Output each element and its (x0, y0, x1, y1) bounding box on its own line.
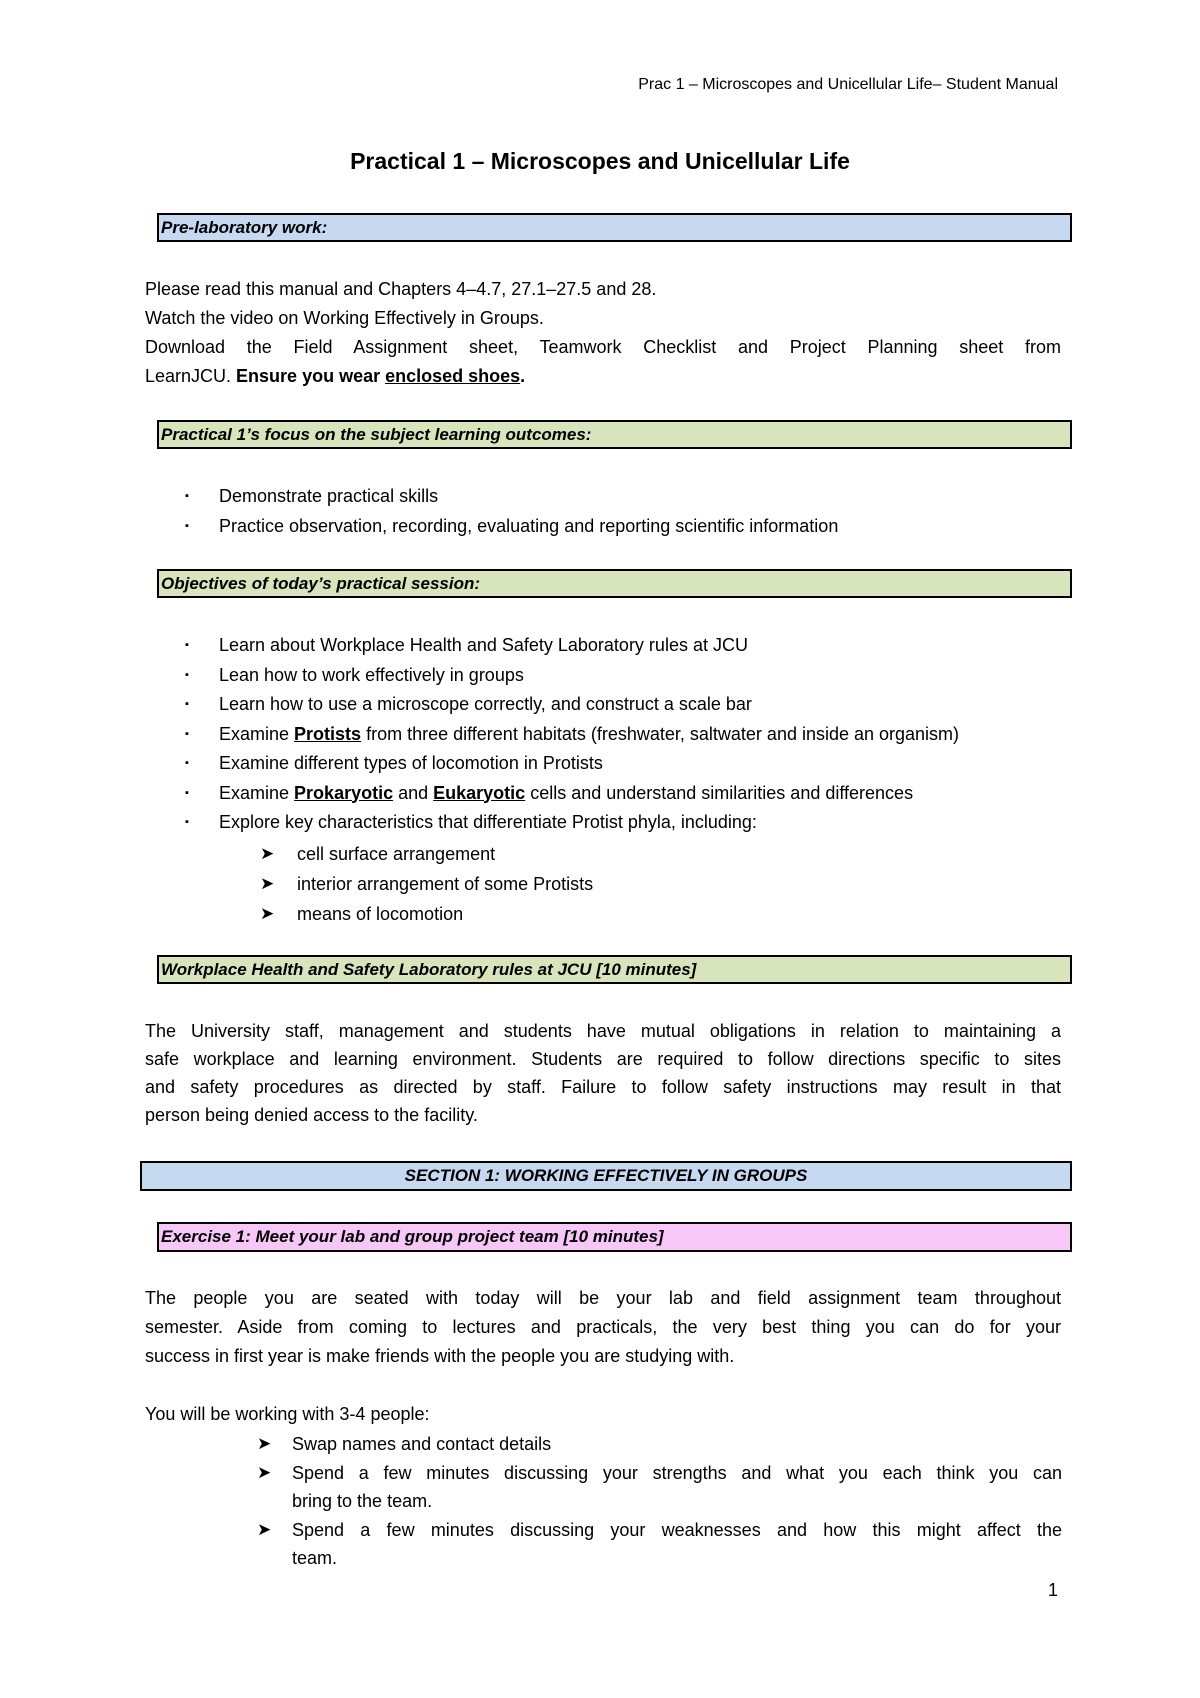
list-item: ▪ Practice observation, recording, evaluating and reporting scientific information (170, 512, 1070, 542)
arrowhead-bullet-icon: ➤ (260, 904, 275, 923)
list-item: ➤ Swap names and contact details (257, 1430, 1062, 1459)
arrowhead-bullet-icon: ➤ (257, 1462, 272, 1482)
safety-heading-box (157, 955, 1072, 984)
safety-paragraph: The University staff, management and students have mutual obligations in relation to maintaining a safe workplace and learning environment. Students are required to follow directions specific to sites and safety procedures as directed by staff. Failure to follow safety instructions may result in that person being denied access to the facility. (145, 1021, 1061, 1125)
objectives-list (170, 631, 1070, 838)
list-item: ▪ Examine Prokaryotic and Eukaryotic cells and understand similarities and differences (170, 779, 1070, 809)
page-title: Practical 1 – Microscopes and Unicellular Life (350, 148, 850, 174)
prelab-line-1: Please read this manual and Chapters 4–4.7, 27.1–27.5 and 28. (145, 279, 657, 299)
exercise-1-intro: You will be working with 3-4 people: (145, 1404, 430, 1424)
exercise-1-heading: Exercise 1: Meet your lab and group project team [10 minutes] (161, 1227, 664, 1246)
prelab-line-4 (145, 362, 1061, 391)
arrowhead-bullet-icon: ➤ (257, 1434, 272, 1453)
focus-heading-box (157, 420, 1072, 449)
running-head: Prac 1 – Microscopes and Unicellular Life– Student Manual (638, 76, 1058, 93)
square-bullet-icon: ▪ (185, 698, 189, 710)
shoes-notice: Ensure you wear (236, 366, 386, 386)
list-item: ➤ means of locomotion (260, 899, 593, 929)
prelab-heading: Pre-laboratory work: (161, 218, 328, 237)
square-bullet-icon: ▪ (185, 757, 189, 769)
prelab-line-3: Download the Field Assignment sheet, Teamwork Checklist and Project Planning sheet from (145, 337, 1061, 357)
square-bullet-icon: ▪ (185, 727, 189, 740)
square-bullet-icon: ▪ (185, 816, 189, 828)
protists-term: Protists (294, 723, 362, 744)
section-1-heading-box (140, 1161, 1072, 1191)
eukaryotic-term: Eukaryotic (433, 782, 526, 803)
list-item: ▪ Examine different types of locomotion in Protists (170, 749, 1070, 779)
shoes-notice-end: . (520, 366, 526, 386)
page-number: 1 (1047, 1580, 1058, 1600)
prokaryotic-term: Prokaryotic (294, 782, 394, 803)
arrowhead-bullet-icon: ➤ (257, 1519, 272, 1539)
square-bullet-icon: ▪ (185, 639, 189, 651)
list-item: ▪ Examine Protists from three different habitats (freshwater, saltwater and inside an organism) (170, 720, 1070, 750)
focus-heading: Practical 1’s focus on the subject learning outcomes: (161, 425, 592, 444)
exercise-1-paragraph: The people you are seated with today will be your lab and field assignment team throughout semester. Aside from coming to lectures and practicals, the very best thing you can do for your success in first year is make friends with the people you are studying with. (145, 1288, 1061, 1366)
objectives-heading: Objectives of today’s practical session: (161, 574, 481, 593)
prelab-line-4-start: LearnJCU. (145, 366, 237, 386)
list-item: ▪ Learn how to use a microscope correctly, and construct a scale bar (170, 690, 1070, 720)
prelab-paragraph (145, 275, 1061, 391)
square-bullet-icon: ▪ (185, 786, 189, 799)
square-bullet-icon: ▪ (185, 519, 189, 532)
list-item: ➤ Spend a few minutes discussing your weaknesses and how this might affect the team. (257, 1516, 1062, 1573)
section-1-heading: SECTION 1: WORKING EFFECTIVELY IN GROUPS (404, 1166, 808, 1185)
arrowhead-bullet-icon: ➤ (260, 874, 275, 893)
prelab-line-2: Watch the video on Working Effectively in Groups. (145, 308, 544, 328)
list-item: ▪ Lean how to work effectively in groups (170, 661, 1070, 691)
square-bullet-icon: ▪ (185, 490, 189, 502)
square-bullet-icon: ▪ (185, 668, 189, 681)
objectives-sublist (260, 839, 593, 929)
arrowhead-bullet-icon: ➤ (260, 844, 275, 863)
exercise-1-heading-box (157, 1222, 1072, 1252)
objectives-heading-box (157, 569, 1072, 598)
list-item: ▪ Learn about Workplace Health and Safety Laboratory rules at JCU (170, 631, 1070, 661)
enclosed-shoes-term: enclosed shoes (385, 366, 521, 386)
focus-list (170, 482, 1070, 541)
list-item: ➤ cell surface arrangement (260, 839, 593, 869)
safety-heading: Workplace Health and Safety Laboratory rules at JCU [10 minutes] (161, 960, 697, 979)
list-item: ▪ Explore key characteristics that differentiate Protist phyla, including: (170, 808, 1070, 838)
list-item: ➤ Spend a few minutes discussing your strengths and what you each think you can bring to the team. (257, 1459, 1062, 1516)
prelab-heading-box (157, 213, 1072, 242)
exercise-1-steps (257, 1430, 1062, 1573)
list-item: ➤ interior arrangement of some Protists (260, 869, 593, 899)
list-item: ▪ Demonstrate practical skills (170, 482, 1070, 512)
